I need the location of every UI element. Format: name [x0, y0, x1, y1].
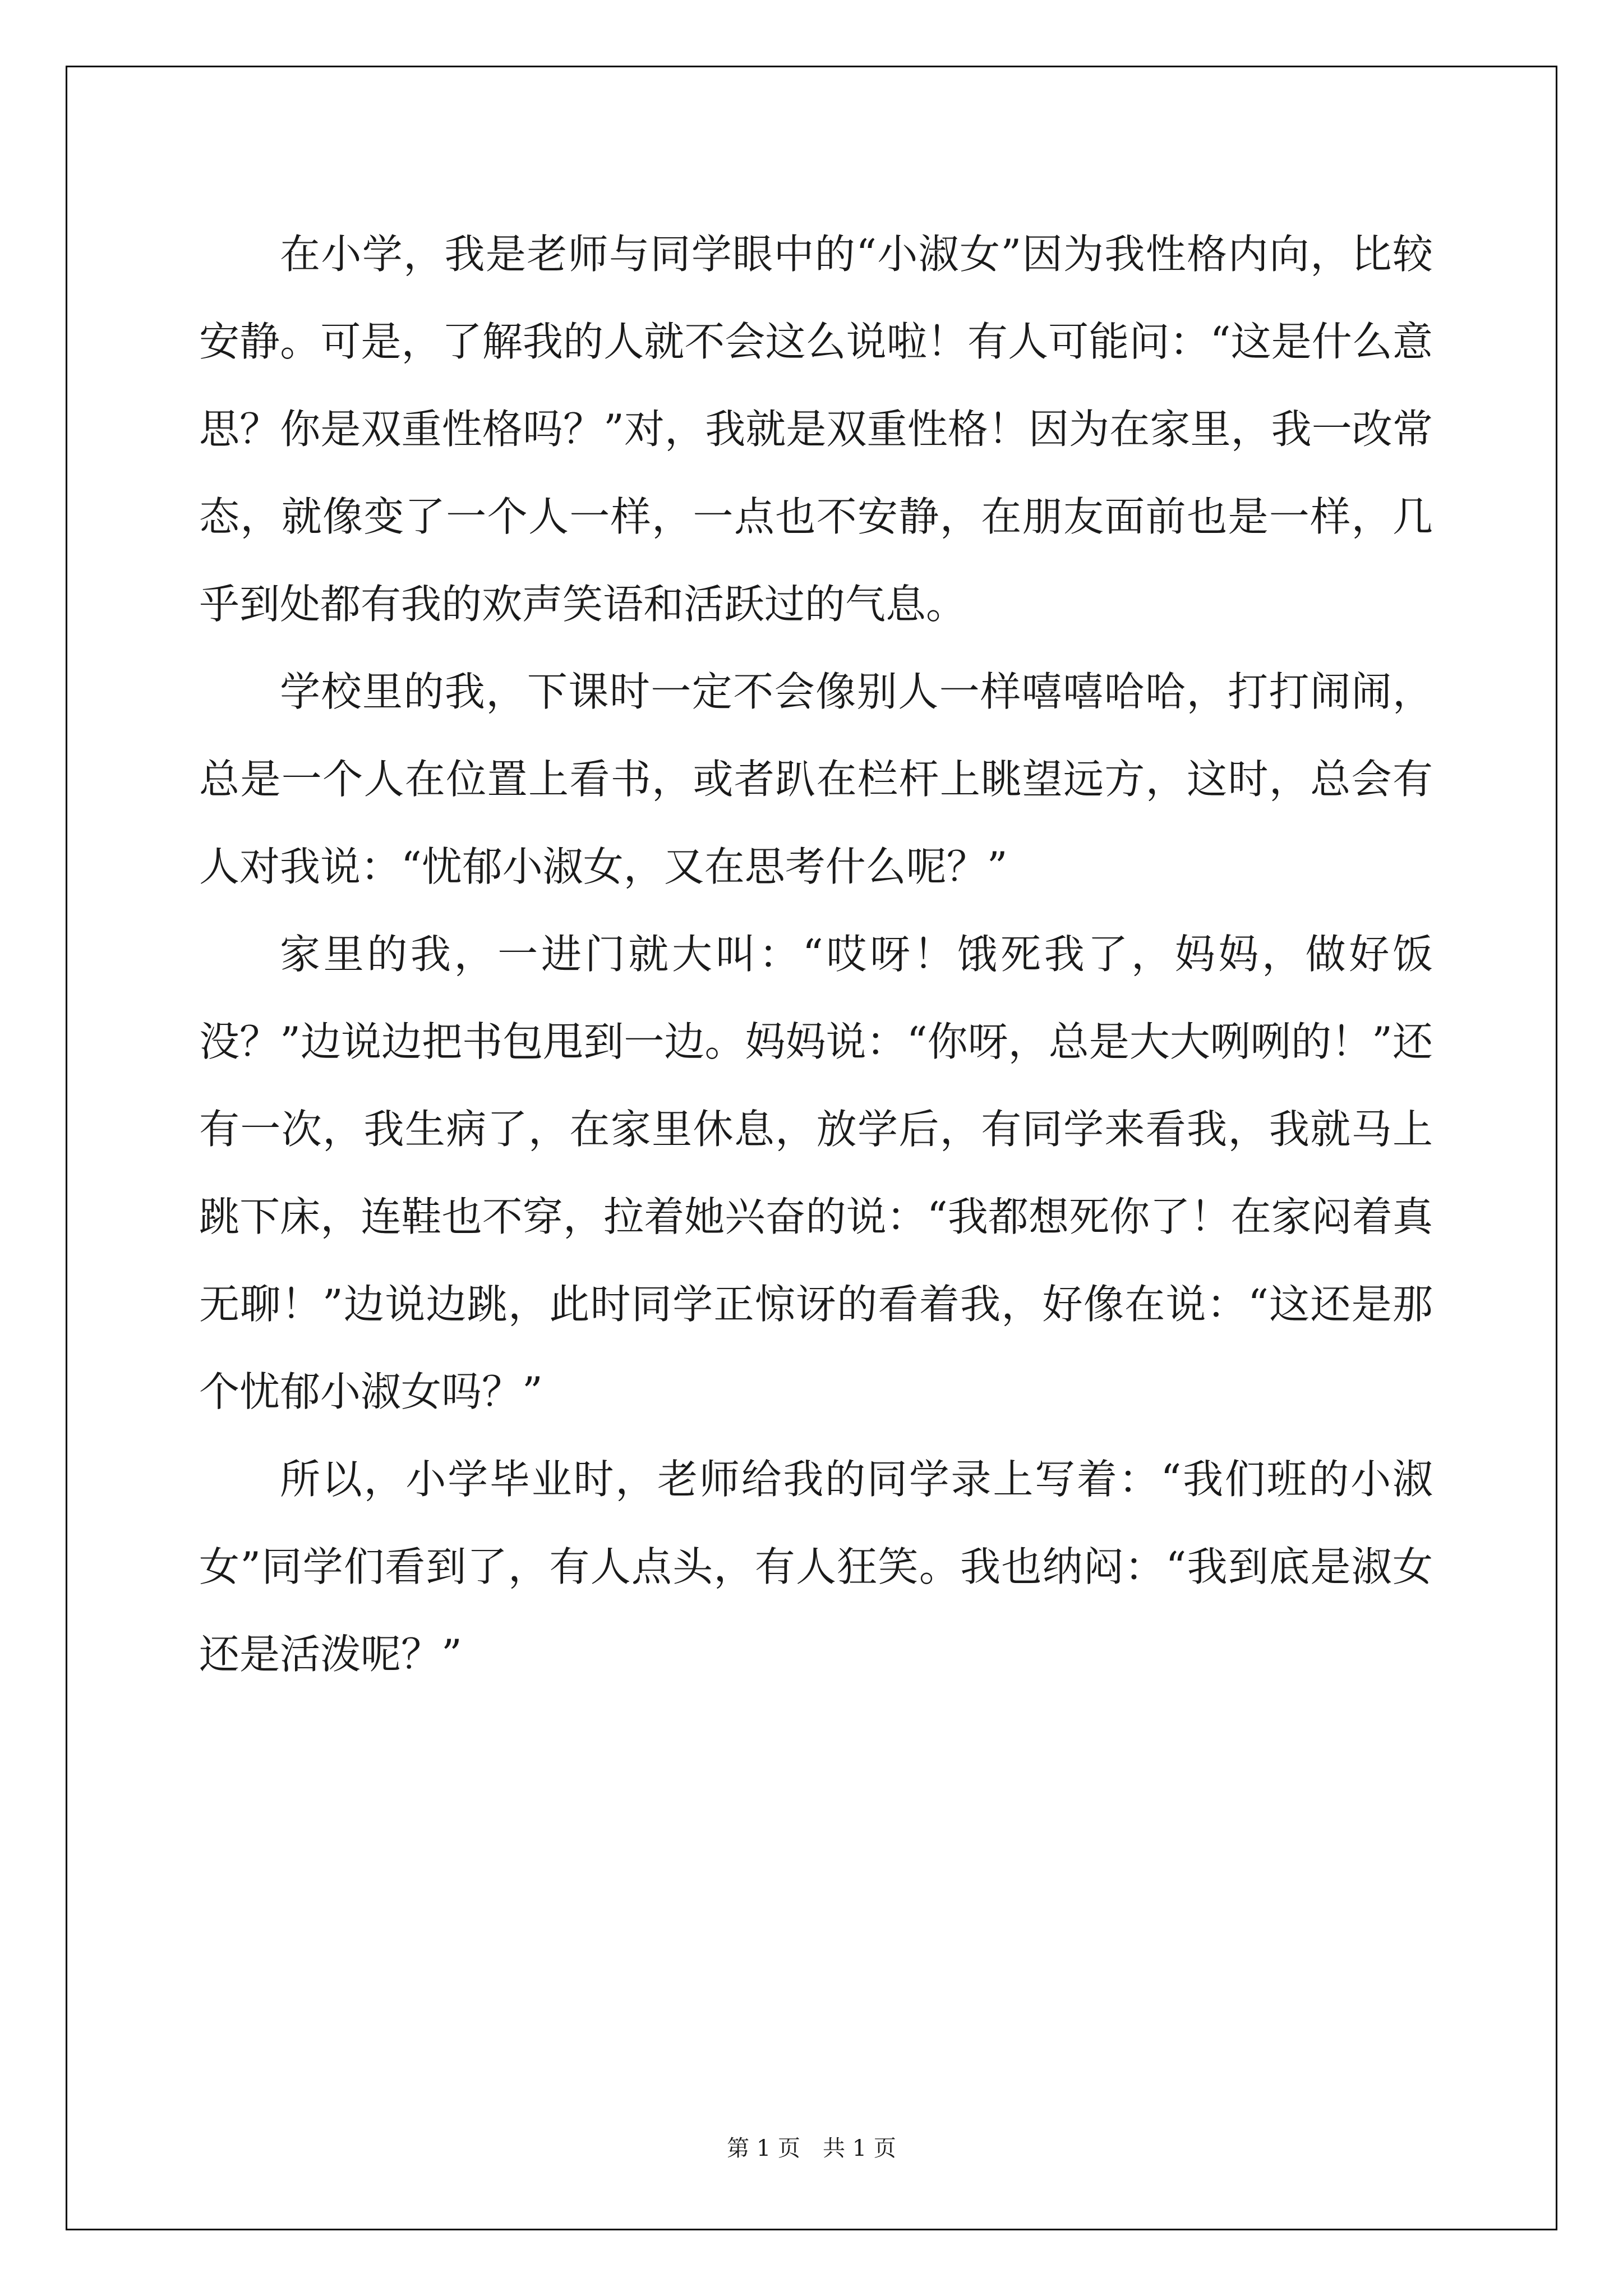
page-total: 共 1 页: [823, 2136, 896, 2161]
paragraph-3: 家里的我，一进门就大叫：“哎呀！饿死我了，妈妈，做好饭没？”边说边把书包甩到一边。妈妈说：“你呀，总是大大咧咧的！”还有一次，我生病了，在家里休息，放学后，有同学来看我，我就马上跳下床，连鞋也不穿，拉着她兴奋的说：“我都想死你了！在家闷着真无聊！”边说边跳，此时同学正惊讶的看着我，好像在说：“这还是那个忧郁小淑女吗？”: [199, 931, 1433, 1415]
page-number: 第 1 页: [727, 2136, 800, 2161]
document-body: [199, 210, 1433, 1698]
page-footer: [0, 2132, 1623, 2165]
paragraph-2: 学校里的我，下课时一定不会像别人一样嘻嘻哈哈，打打闹闹，总是一个人在位置上看书，或者趴在栏杆上眺望远方，这时，总会有人对我说：“忧郁小淑女，又在思考什么呢？”: [199, 668, 1433, 890]
paragraph-1: 在小学，我是老师与同学眼中的“小淑女”因为我性格内向，比较安静。可是，了解我的人就不会这么说啦！有人可能问：“这是什么意思？你是双重性格吗？”对，我就是双重性格！因为在家里，我一改常态，就像变了一个人一样，一点也不安静，在朋友面前也是一样，几乎到处都有我的欢声笑语和活跃过的气息。: [199, 231, 1433, 628]
paragraph-4: 所以，小学毕业时，老师给我的同学录上写着：“我们班的小淑女”同学们看到了，有人点头，有人狂笑。我也纳闷：“我到底是淑女还是活泼呢？”: [199, 1456, 1433, 1678]
